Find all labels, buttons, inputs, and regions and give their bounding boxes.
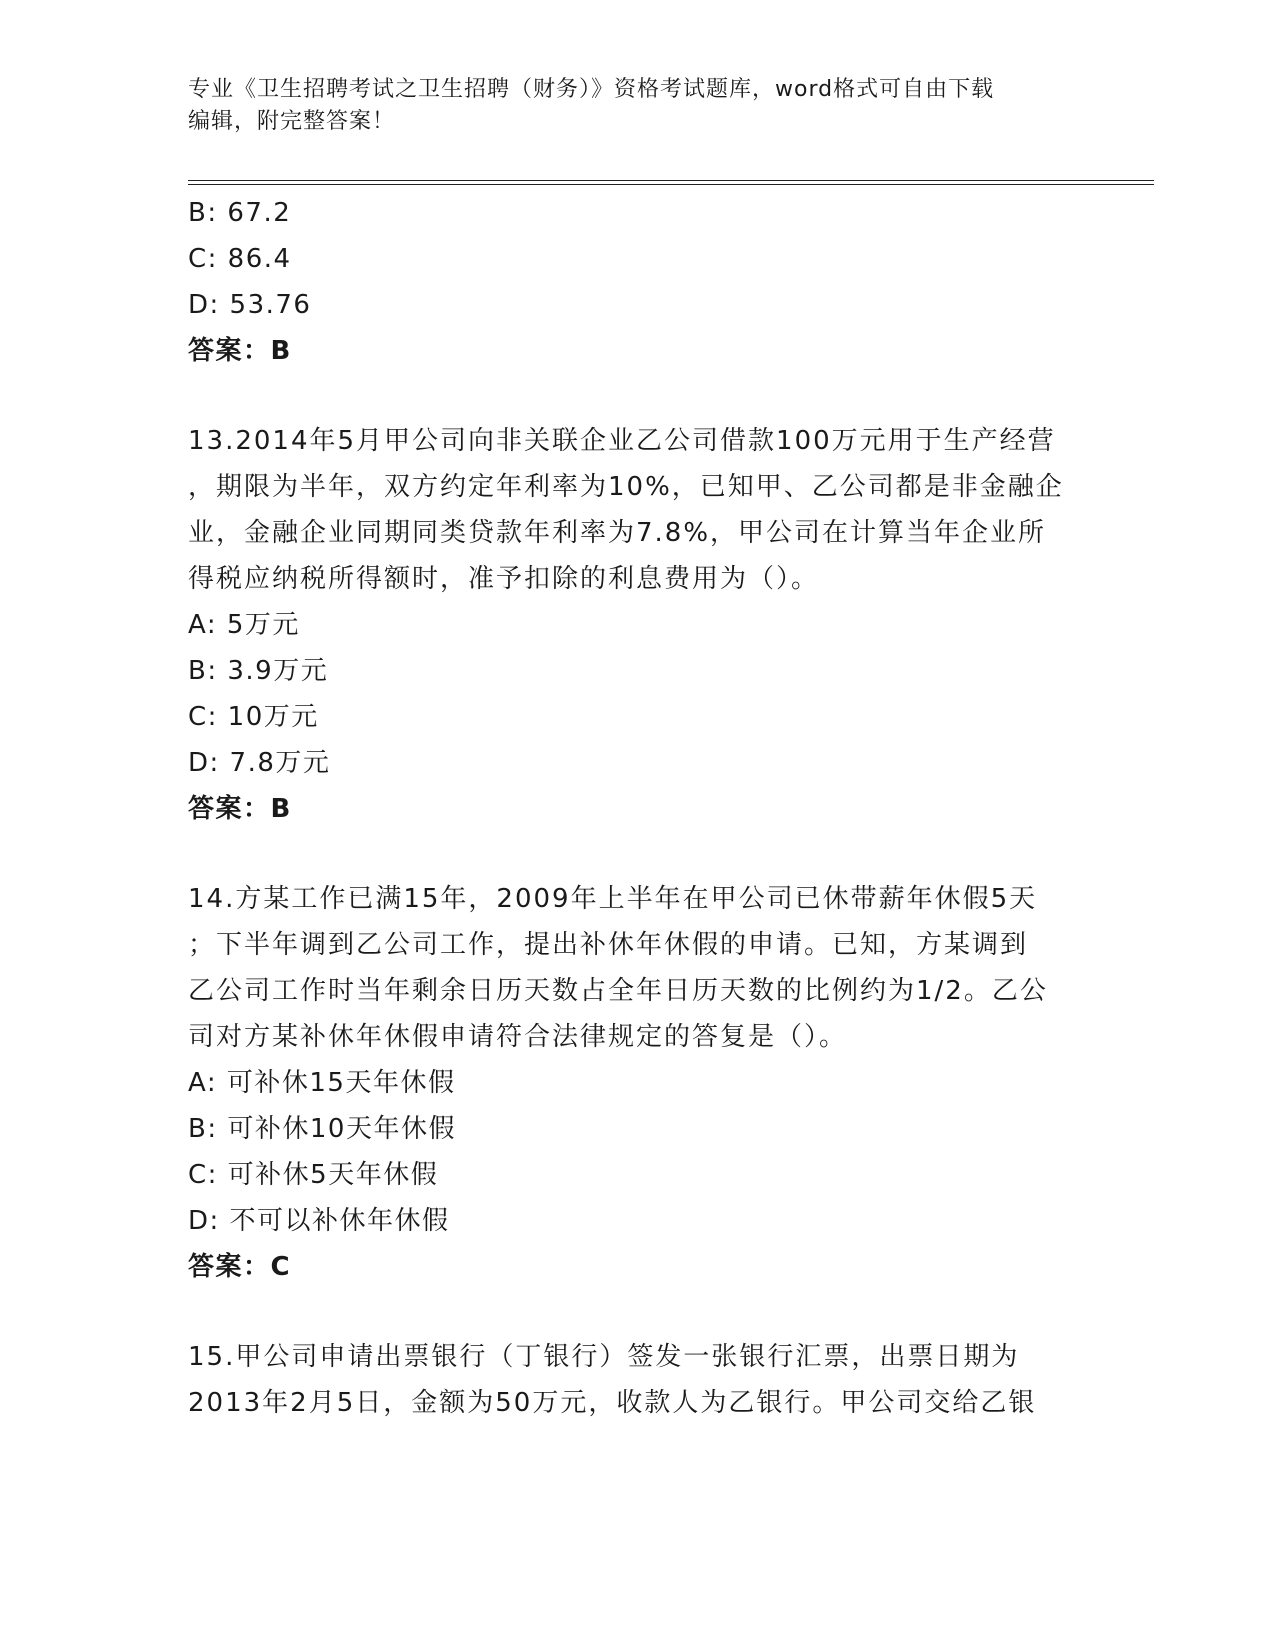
document-header — [188, 74, 1088, 138]
question-text-line: 14.方某工作已满15年，2009年上半年在甲公司已休带薪年休假5天 — [188, 884, 1038, 914]
option-b: B: 可补休10天年休假 — [188, 1114, 456, 1144]
previous-question-tail — [188, 190, 1088, 374]
header-line-2: 编辑，附完整答案！ — [188, 109, 396, 134]
question-text-line: 司对方某补休年休假申请符合法律规定的答复是（）。 — [188, 1022, 848, 1052]
answer: 答案：B — [188, 336, 292, 366]
option-d: D: 不可以补休年休假 — [188, 1206, 450, 1236]
question-list — [188, 190, 1088, 1426]
option-c: C: 10万元 — [188, 702, 319, 732]
option-d: D: 7.8万元 — [188, 748, 331, 778]
question-text-line: 13.2014年5月甲公司向非关联企业乙公司借款100万元用于生产经营 — [188, 426, 1056, 456]
option-d: D: 53.76 — [188, 290, 312, 320]
question-text-line: 乙公司工作时当年剩余日历天数占全年日历天数的比例约为1/2。乙公 — [188, 976, 1048, 1006]
option-a: A: 可补休15天年休假 — [188, 1068, 456, 1098]
option-c: C: 可补休5天年休假 — [188, 1160, 439, 1190]
question-14 — [188, 876, 1088, 1290]
header-line-1: 专业《卫生招聘考试之卫生招聘（财务）》资格考试题库，word格式可自由下载 — [188, 77, 995, 102]
question-text-line: 15.甲公司申请出票银行（丁银行）签发一张银行汇票，出票日期为 — [188, 1342, 1020, 1372]
question-text-line: ，期限为半年，双方约定年利率为10%，已知甲、乙公司都是非金融企 — [188, 472, 1064, 502]
question-text-line: 得税应纳税所得额时，准予扣除的利息费用为（）。 — [188, 564, 820, 594]
question-text-line: 2013年2月5日，金额为50万元，收款人为乙银行。甲公司交给乙银 — [188, 1388, 1037, 1418]
option-a: A: 5万元 — [188, 610, 300, 640]
question-15 — [188, 1334, 1088, 1426]
question-text-line: 业，金融企业同期同类贷款年利率为7.8%，甲公司在计算当年企业所 — [188, 518, 1047, 548]
header-divider — [188, 180, 1154, 185]
option-b: B: 67.2 — [188, 198, 292, 228]
answer: 答案：C — [188, 1252, 292, 1282]
question-13 — [188, 418, 1088, 832]
answer: 答案：B — [188, 794, 292, 824]
option-b: B: 3.9万元 — [188, 656, 329, 686]
option-c: C: 86.4 — [188, 244, 292, 274]
question-text-line: ；下半年调到乙公司工作，提出补休年休假的申请。已知，方某调到 — [188, 930, 1029, 960]
